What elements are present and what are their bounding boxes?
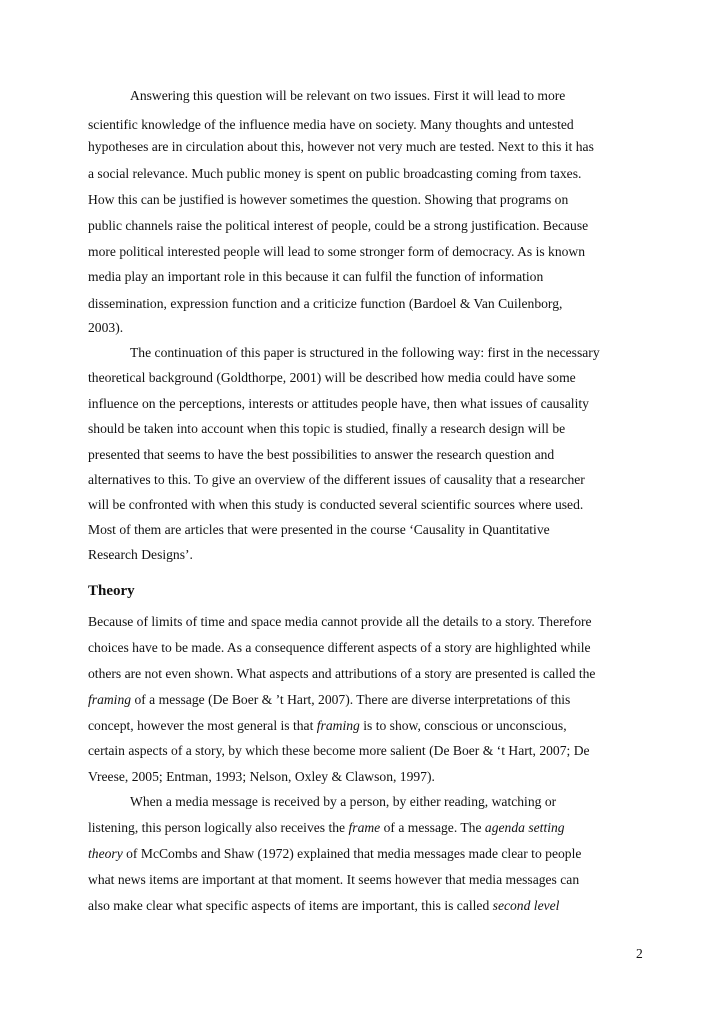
paragraph-3-line [88, 718, 567, 734]
paragraph-3-line [88, 692, 570, 708]
paragraph-1-line: scientific knowledge of the influence media have on society. Many thoughts and untested [88, 117, 574, 132]
paragraph-1-line: more political interested people will lead to some stronger form of democracy. As is known [88, 244, 586, 259]
paragraph-2-line: will be confronted with when this study is conducted several scientific sources where used. [88, 497, 584, 512]
paragraph-3-line: Vreese, 2005; Entman, 1993; Nelson, Oxley & Clawson, 1997). [88, 769, 435, 784]
paragraph-2-line: alternatives to this. To give an overview of the different issues of causality that a researcher [88, 472, 585, 487]
page-number: 2 [636, 946, 643, 961]
line-text: of a message. The [380, 820, 485, 835]
paragraph-4-line [88, 846, 581, 862]
line-text: is to show, conscious or unconscious, [359, 718, 567, 733]
line-text: listening, this person logically also receives the [88, 820, 349, 835]
paragraph-4-line: When a media message is received by a person, by either reading, watching or [130, 794, 557, 809]
italic-term: framing [316, 718, 360, 733]
paragraph-3-line: choices have to be made. As a consequence different aspects of a story are highlighted while [88, 640, 591, 655]
paragraph-4-line: what news items are important at that moment. It seems however that media messages can [88, 872, 580, 887]
paragraph-2-line: Research Designs’. [88, 547, 193, 562]
paragraph-4-line [88, 898, 559, 914]
paragraph-3-line: others are not even shown. What aspects and attributions of a story are presented is called the [88, 666, 596, 681]
paragraph-2-line: influence on the perceptions, interests or attitudes people have, then what issues of causality [88, 396, 589, 411]
paragraph-3-line: certain aspects of a story, by which these become more salient (De Boer & ‘t Hart, 2007; De [88, 743, 590, 758]
line-text: concept, however the most general is that [88, 718, 317, 733]
italic-term: agenda setting [484, 820, 565, 835]
paragraph-2-line: should be taken into account when this topic is studied, finally a research design will be [88, 421, 566, 436]
paragraph-1-line: How this can be justified is however sometimes the question. Showing that programs on [88, 192, 569, 207]
italic-term: frame [348, 820, 381, 835]
section-heading: Theory [88, 583, 135, 599]
paragraph-1-line: public channels raise the political interest of people, could be a strong justification. Because [88, 218, 589, 233]
paragraph-2-line: theoretical background (Goldthorpe, 2001) will be described how media could have some [88, 370, 576, 385]
paragraph-2-line: Most of them are articles that were presented in the course ‘Causality in Quantitative [88, 522, 550, 537]
italic-term: framing [88, 692, 132, 707]
paragraph-1-line: hypotheses are in circulation about this, however not very much are tested. Next to this it has [88, 139, 594, 154]
line-text: of McCombs and Shaw (1972) explained that media messages made clear to people [122, 846, 582, 861]
italic-term: theory [88, 846, 123, 861]
paragraph-2-line: presented that seems to have the best possibilities to answer the research question and [88, 447, 555, 462]
paragraph-1-line: a social relevance. Much public money is spent on public broadcasting coming from taxes. [88, 166, 582, 181]
line-text: of a message (De Boer & ’t Hart, 2007). There are diverse interpretations of this [131, 692, 571, 707]
paragraph-1-line: dissemination, expression function and a criticize function (Bardoel & Van Cuilenborg, [88, 296, 563, 311]
paragraph-4-line [88, 820, 565, 836]
italic-term: second level [492, 898, 560, 913]
line-text: also make clear what specific aspects of items are important, this is called [88, 898, 493, 913]
paragraph-1-line: 2003). [88, 320, 124, 335]
paragraph-1-line: media play an important role in this because it can fulfil the function of information [88, 269, 544, 284]
paragraph-3-line: Because of limits of time and space media cannot provide all the details to a story. Therefore [88, 614, 592, 629]
paragraph-2-line: The continuation of this paper is structured in the following way: first in the necessary [130, 345, 600, 360]
paragraph-1-line: Answering this question will be relevant on two issues. First it will lead to more [130, 88, 566, 103]
